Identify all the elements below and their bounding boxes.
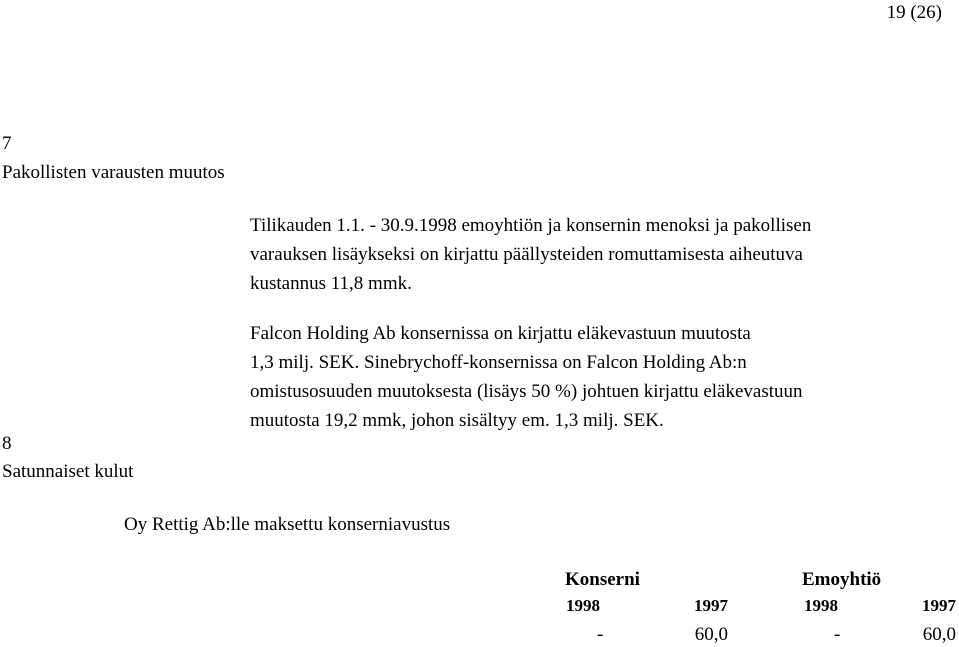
year-konserni-1997: 1997 — [694, 596, 728, 615]
section-8-item: Oy Rettig Ab:lle maksettu konserniavustus — [124, 514, 451, 535]
page-number: 19 (26) — [886, 2, 942, 23]
section-7-paragraph: Tilikauden 1.1. - 30.9.1998 emoyhtiön ja konsernin menoksi ja pakollisen varauksen lisäykseksi on kirjattu päällysteiden romuttamisesta aiheutuva kustannus 11,8 mmk. — [250, 215, 812, 294]
year-konserni-1998: 1998 — [566, 596, 600, 615]
year-emoyhtio-1997: 1997 — [922, 596, 956, 615]
value-konserni-1997: 60,0 — [694, 624, 728, 645]
section-7-paragraph-2: Falcon Holding Ab konsernissa on kirjattu eläkevastuun muutosta 1,3 milj. SEK. Sinebrychoff-konsernissa on Falcon Holding Ab:n omistusosuuden muutoksesta (lisäys 50 %) johtuen kirjattu eläkevastuun muutosta 19,2 mmk, johon sisältyy em. 1,3 milj. SEK. — [250, 323, 803, 431]
section-7-number: 7 — [2, 133, 12, 154]
value-emoyhtio-1997: 60,0 — [922, 624, 956, 645]
section-8-title: Satunnaiset kulut — [2, 461, 134, 482]
value-emoyhtio-1998: - — [834, 624, 841, 645]
section-8-number: 8 — [2, 433, 12, 454]
section-7-title: Pakollisten varausten muutos — [2, 162, 225, 183]
header-emoyhtio: Emoyhtiö — [802, 569, 882, 590]
year-emoyhtio-1998: 1998 — [804, 596, 838, 615]
value-konserni-1998: - — [597, 624, 604, 645]
header-konserni: Konserni — [565, 569, 640, 590]
